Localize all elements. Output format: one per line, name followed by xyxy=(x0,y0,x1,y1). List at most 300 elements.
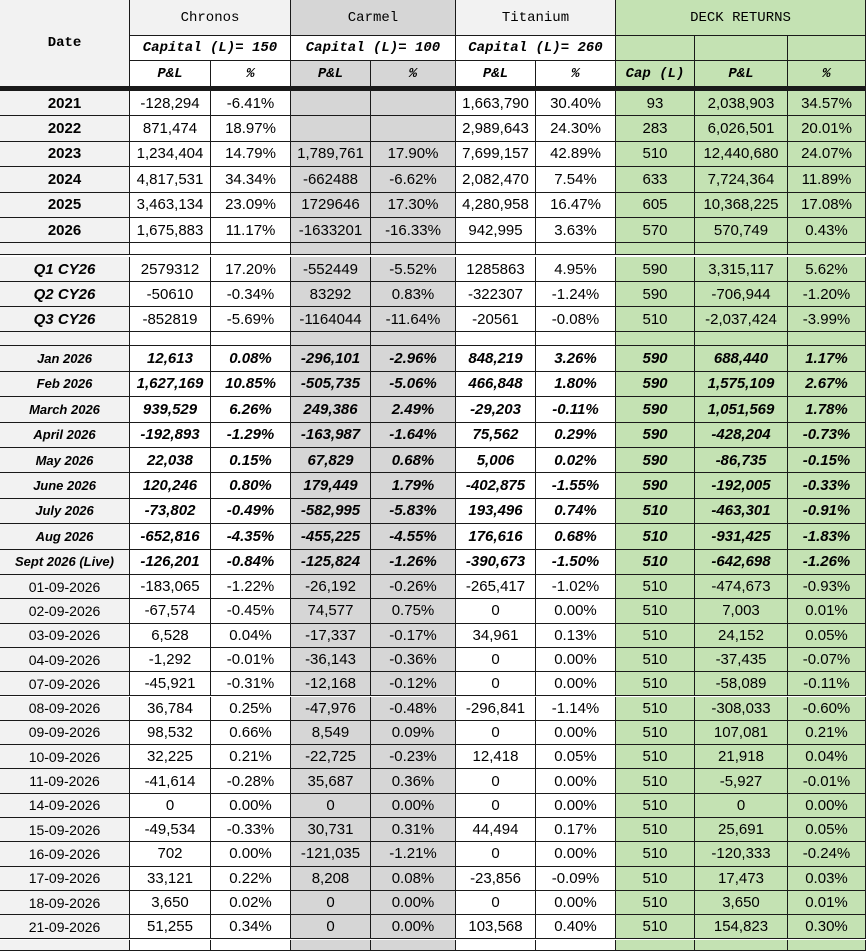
cell-deck-cap[interactable]: 510 xyxy=(616,648,695,672)
cell-carmel-pct[interactable]: -1.26% xyxy=(371,550,456,575)
separator-cell[interactable] xyxy=(130,332,211,346)
cell-carmel-pl[interactable] xyxy=(291,116,371,141)
cell-deck-pct[interactable]: 0.01% xyxy=(788,599,866,623)
cell-carmel-pl[interactable]: 8,208 xyxy=(291,867,371,891)
cell-deck-pl[interactable]: -931,425 xyxy=(695,524,788,549)
cell-chronos-pct[interactable]: -0.28% xyxy=(211,769,291,793)
cell-carmel-pl[interactable]: -26,192 xyxy=(291,575,371,599)
cell-titanium-pl[interactable]: 0 xyxy=(456,842,536,866)
cell-carmel-pl[interactable]: 0 xyxy=(291,794,371,818)
cell-chronos-pct[interactable]: -0.45% xyxy=(211,599,291,623)
separator-cell[interactable] xyxy=(616,940,695,951)
cell-chronos-pct[interactable]: -4.35% xyxy=(211,524,291,549)
cell-chronos-pl[interactable]: 939,529 xyxy=(130,397,211,422)
cell-carmel-pl[interactable]: -505,735 xyxy=(291,372,371,397)
cell-deck-pl[interactable]: -86,735 xyxy=(695,448,788,473)
cell-chronos-pct[interactable]: 10.85% xyxy=(211,372,291,397)
cell-date[interactable]: 08-09-2026 xyxy=(0,697,130,721)
pl-subheader[interactable]: P&L xyxy=(291,61,371,87)
separator-cell[interactable] xyxy=(371,243,456,255)
cell-titanium-pl[interactable]: 1285863 xyxy=(456,257,536,282)
cell-carmel-pl[interactable]: 74,577 xyxy=(291,599,371,623)
pct-subheader[interactable]: % xyxy=(371,61,456,87)
cell-chronos-pl[interactable]: 6,528 xyxy=(130,624,211,648)
cell-deck-cap[interactable]: 633 xyxy=(616,167,695,192)
cell-deck-pct[interactable]: 20.01% xyxy=(788,116,866,141)
cell-deck-pct[interactable]: 0.30% xyxy=(788,915,866,939)
cell-carmel-pl[interactable]: 249,386 xyxy=(291,397,371,422)
cell-deck-pl[interactable]: -192,005 xyxy=(695,473,788,498)
cell-date[interactable]: 17-09-2026 xyxy=(0,867,130,891)
cell-carmel-pl[interactable]: 0 xyxy=(291,891,371,915)
cell-titanium-pl[interactable]: 1,663,790 xyxy=(456,91,536,116)
cell-deck-cap[interactable]: 510 xyxy=(616,842,695,866)
cell-chronos-pl[interactable]: -183,065 xyxy=(130,575,211,599)
cell-carmel-pct[interactable]: -5.83% xyxy=(371,499,456,524)
cell-date[interactable]: 04-09-2026 xyxy=(0,648,130,672)
separator-cell[interactable] xyxy=(456,332,536,346)
separator-cell[interactable] xyxy=(695,332,788,346)
cell-deck-pl[interactable]: 2,038,903 xyxy=(695,91,788,116)
cell-titanium-pl[interactable]: -322307 xyxy=(456,282,536,307)
cell-deck-cap[interactable]: 510 xyxy=(616,599,695,623)
cell-carmel-pct[interactable]: 0.00% xyxy=(371,915,456,939)
cell-chronos-pct[interactable]: 0.80% xyxy=(211,473,291,498)
cell-deck-pct[interactable]: 1.17% xyxy=(788,346,866,371)
cell-carmel-pl[interactable]: 83292 xyxy=(291,282,371,307)
cell-date[interactable]: April 2026 xyxy=(0,423,130,448)
cell-titanium-pct[interactable]: 0.00% xyxy=(536,769,616,793)
cell-deck-pct[interactable]: -0.24% xyxy=(788,842,866,866)
separator-cell[interactable] xyxy=(0,940,130,951)
cell-chronos-pl[interactable]: -852819 xyxy=(130,307,211,332)
cell-titanium-pl[interactable]: 942,995 xyxy=(456,218,536,243)
cell-deck-cap[interactable]: 93 xyxy=(616,91,695,116)
cell-titanium-pl[interactable]: 0 xyxy=(456,648,536,672)
cell-titanium-pl[interactable]: 466,848 xyxy=(456,372,536,397)
cell-chronos-pl[interactable]: 33,121 xyxy=(130,867,211,891)
cell-date[interactable]: 2022 xyxy=(0,116,130,141)
cell-titanium-pl[interactable]: 0 xyxy=(456,769,536,793)
cell-carmel-pct[interactable] xyxy=(371,116,456,141)
deck-blank-cell[interactable] xyxy=(695,36,788,61)
cell-carmel-pl[interactable]: 0 xyxy=(291,915,371,939)
cell-deck-pl[interactable]: -642,698 xyxy=(695,550,788,575)
cell-titanium-pl[interactable]: 0 xyxy=(456,891,536,915)
cell-deck-cap[interactable]: 510 xyxy=(616,575,695,599)
cell-deck-pct[interactable]: 5.62% xyxy=(788,257,866,282)
cell-date[interactable]: 07-09-2026 xyxy=(0,672,130,696)
deck-returns-header[interactable]: DECK RETURNS xyxy=(616,0,866,36)
cell-titanium-pct[interactable]: 0.00% xyxy=(536,794,616,818)
cell-deck-cap[interactable]: 510 xyxy=(616,721,695,745)
cell-titanium-pl[interactable]: -390,673 xyxy=(456,550,536,575)
cell-date[interactable]: June 2026 xyxy=(0,473,130,498)
cell-deck-cap[interactable]: 510 xyxy=(616,550,695,575)
cell-carmel-pl[interactable]: -1633201 xyxy=(291,218,371,243)
cell-deck-pct[interactable]: -0.91% xyxy=(788,499,866,524)
pl-subheader[interactable]: P&L xyxy=(456,61,536,87)
cell-deck-cap[interactable]: 510 xyxy=(616,769,695,793)
cell-deck-pct[interactable]: 0.43% xyxy=(788,218,866,243)
cell-deck-pct[interactable]: 2.67% xyxy=(788,372,866,397)
cell-deck-pl[interactable]: 107,081 xyxy=(695,721,788,745)
cell-carmel-pct[interactable]: 0.00% xyxy=(371,794,456,818)
cell-carmel-pl[interactable] xyxy=(291,91,371,116)
cell-deck-pct[interactable]: 0.04% xyxy=(788,745,866,769)
cell-chronos-pct[interactable]: -0.84% xyxy=(211,550,291,575)
cell-deck-pct[interactable]: 0.05% xyxy=(788,818,866,842)
cell-carmel-pct[interactable]: 2.49% xyxy=(371,397,456,422)
cell-chronos-pct[interactable]: 34.34% xyxy=(211,167,291,192)
cell-deck-cap[interactable]: 510 xyxy=(616,672,695,696)
cell-deck-cap[interactable]: 590 xyxy=(616,372,695,397)
cell-titanium-pct[interactable]: 0.17% xyxy=(536,818,616,842)
cell-chronos-pct[interactable]: -0.49% xyxy=(211,499,291,524)
cell-deck-pl[interactable]: 17,473 xyxy=(695,867,788,891)
cell-deck-pct[interactable]: -0.01% xyxy=(788,769,866,793)
cell-titanium-pct[interactable]: -0.09% xyxy=(536,867,616,891)
cell-deck-pct[interactable]: 17.08% xyxy=(788,193,866,218)
cell-carmel-pl[interactable]: 1729646 xyxy=(291,193,371,218)
cell-chronos-pl[interactable]: 3,463,134 xyxy=(130,193,211,218)
cell-date[interactable]: March 2026 xyxy=(0,397,130,422)
capital-label-carmel[interactable]: Capital (L)= 100 xyxy=(291,36,456,61)
cell-chronos-pl[interactable]: 702 xyxy=(130,842,211,866)
cell-chronos-pct[interactable]: -6.41% xyxy=(211,91,291,116)
cell-chronos-pl[interactable]: 3,650 xyxy=(130,891,211,915)
separator-cell[interactable] xyxy=(616,332,695,346)
cell-chronos-pl[interactable]: 98,532 xyxy=(130,721,211,745)
cell-deck-pl[interactable]: -474,673 xyxy=(695,575,788,599)
cell-titanium-pct[interactable]: -0.11% xyxy=(536,397,616,422)
cell-titanium-pct[interactable]: 0.74% xyxy=(536,499,616,524)
cell-chronos-pl[interactable]: -45,921 xyxy=(130,672,211,696)
cell-chronos-pl[interactable]: 51,255 xyxy=(130,915,211,939)
cell-chronos-pl[interactable]: 12,613 xyxy=(130,346,211,371)
separator-cell[interactable] xyxy=(130,243,211,255)
cell-deck-pct[interactable]: 34.57% xyxy=(788,91,866,116)
capital-label-titanium[interactable]: Capital (L)= 260 xyxy=(456,36,616,61)
cell-deck-cap[interactable]: 510 xyxy=(616,818,695,842)
cell-chronos-pl[interactable]: -67,574 xyxy=(130,599,211,623)
separator-cell[interactable] xyxy=(695,243,788,255)
cell-deck-cap[interactable]: 510 xyxy=(616,745,695,769)
cell-date[interactable]: 10-09-2026 xyxy=(0,745,130,769)
cell-carmel-pl[interactable]: 1,789,761 xyxy=(291,142,371,167)
cell-deck-pct[interactable]: -3.99% xyxy=(788,307,866,332)
cell-carmel-pl[interactable]: -552449 xyxy=(291,257,371,282)
cell-titanium-pct[interactable]: 16.47% xyxy=(536,193,616,218)
separator-cell[interactable] xyxy=(788,243,866,255)
cell-chronos-pct[interactable]: 0.00% xyxy=(211,842,291,866)
cell-deck-cap[interactable]: 605 xyxy=(616,193,695,218)
cell-date[interactable]: 21-09-2026 xyxy=(0,915,130,939)
cell-chronos-pct[interactable]: 0.15% xyxy=(211,448,291,473)
cell-carmel-pct[interactable]: 17.30% xyxy=(371,193,456,218)
cell-deck-pl[interactable]: 25,691 xyxy=(695,818,788,842)
cell-deck-pl[interactable]: 570,749 xyxy=(695,218,788,243)
cell-deck-pl[interactable]: 1,575,109 xyxy=(695,372,788,397)
group-header-chronos[interactable]: Chronos xyxy=(130,0,291,36)
cell-chronos-pl[interactable]: -49,534 xyxy=(130,818,211,842)
cell-carmel-pct[interactable]: 0.08% xyxy=(371,867,456,891)
cell-carmel-pct[interactable]: -0.36% xyxy=(371,648,456,672)
cell-deck-pct[interactable]: 24.07% xyxy=(788,142,866,167)
separator-cell[interactable] xyxy=(788,940,866,951)
cell-titanium-pct[interactable]: -1.55% xyxy=(536,473,616,498)
cell-carmel-pct[interactable]: -0.26% xyxy=(371,575,456,599)
cell-titanium-pl[interactable]: 75,562 xyxy=(456,423,536,448)
deck-pct-subheader[interactable]: % xyxy=(788,61,866,87)
cell-deck-cap[interactable]: 510 xyxy=(616,307,695,332)
cell-carmel-pct[interactable]: -2.96% xyxy=(371,346,456,371)
cell-chronos-pl[interactable]: -126,201 xyxy=(130,550,211,575)
cell-carmel-pl[interactable]: 35,687 xyxy=(291,769,371,793)
cell-chronos-pct[interactable]: 0.02% xyxy=(211,891,291,915)
cell-deck-cap[interactable]: 510 xyxy=(616,915,695,939)
separator-cell[interactable] xyxy=(0,332,130,346)
cell-titanium-pct[interactable]: 7.54% xyxy=(536,167,616,192)
cell-titanium-pl[interactable]: 176,616 xyxy=(456,524,536,549)
cell-deck-cap[interactable]: 510 xyxy=(616,142,695,167)
deck-pl-subheader[interactable]: P&L xyxy=(695,61,788,87)
cell-titanium-pct[interactable]: 30.40% xyxy=(536,91,616,116)
deck-blank-cell[interactable] xyxy=(788,36,866,61)
cell-titanium-pct[interactable]: 0.00% xyxy=(536,842,616,866)
cell-deck-cap[interactable]: 590 xyxy=(616,423,695,448)
cell-chronos-pl[interactable]: 120,246 xyxy=(130,473,211,498)
group-header-carmel[interactable]: Carmel xyxy=(291,0,456,36)
cell-chronos-pct[interactable]: -1.29% xyxy=(211,423,291,448)
separator-cell[interactable] xyxy=(291,243,371,255)
cell-date[interactable]: 02-09-2026 xyxy=(0,599,130,623)
cell-carmel-pl[interactable]: -455,225 xyxy=(291,524,371,549)
cell-titanium-pct[interactable]: 0.00% xyxy=(536,599,616,623)
deck-cap-subheader[interactable]: Cap (L) xyxy=(616,61,695,87)
cell-deck-pl[interactable]: -2,037,424 xyxy=(695,307,788,332)
cell-titanium-pct[interactable]: -1.02% xyxy=(536,575,616,599)
group-header-titanium[interactable]: Titanium xyxy=(456,0,616,36)
cell-date[interactable]: 2024 xyxy=(0,167,130,192)
cell-chronos-pl[interactable]: -1,292 xyxy=(130,648,211,672)
cell-deck-cap[interactable]: 510 xyxy=(616,697,695,721)
cell-deck-pl[interactable]: 3,315,117 xyxy=(695,257,788,282)
cell-chronos-pct[interactable]: 18.97% xyxy=(211,116,291,141)
cell-chronos-pl[interactable]: 1,627,169 xyxy=(130,372,211,397)
pct-subheader[interactable]: % xyxy=(211,61,291,87)
cell-date[interactable]: Q3 CY26 xyxy=(0,307,130,332)
cell-titanium-pl[interactable]: 0 xyxy=(456,599,536,623)
cell-date[interactable]: July 2026 xyxy=(0,499,130,524)
cell-titanium-pl[interactable]: 848,219 xyxy=(456,346,536,371)
pct-subheader[interactable]: % xyxy=(536,61,616,87)
cell-deck-pl[interactable]: 0 xyxy=(695,794,788,818)
cell-titanium-pl[interactable]: 103,568 xyxy=(456,915,536,939)
cell-carmel-pct[interactable]: -1.64% xyxy=(371,423,456,448)
cell-deck-pct[interactable]: -1.83% xyxy=(788,524,866,549)
cell-deck-pl[interactable]: 21,918 xyxy=(695,745,788,769)
separator-cell[interactable] xyxy=(456,940,536,951)
cell-deck-pct[interactable]: -1.20% xyxy=(788,282,866,307)
cell-chronos-pl[interactable]: 871,474 xyxy=(130,116,211,141)
cell-deck-pl[interactable]: -5,927 xyxy=(695,769,788,793)
cell-date[interactable]: 16-09-2026 xyxy=(0,842,130,866)
cell-carmel-pct[interactable]: -16.33% xyxy=(371,218,456,243)
cell-titanium-pct[interactable]: 42.89% xyxy=(536,142,616,167)
cell-deck-cap[interactable]: 510 xyxy=(616,624,695,648)
cell-carmel-pct[interactable]: -5.06% xyxy=(371,372,456,397)
cell-deck-pct[interactable]: -0.11% xyxy=(788,672,866,696)
cell-date[interactable]: 09-09-2026 xyxy=(0,721,130,745)
cell-deck-pl[interactable]: 6,026,501 xyxy=(695,116,788,141)
cell-chronos-pl[interactable]: -41,614 xyxy=(130,769,211,793)
separator-cell[interactable] xyxy=(371,940,456,951)
cell-deck-pct[interactable]: 0.03% xyxy=(788,867,866,891)
cell-titanium-pct[interactable]: 0.00% xyxy=(536,672,616,696)
cell-carmel-pct[interactable]: -0.23% xyxy=(371,745,456,769)
cell-chronos-pct[interactable]: 0.08% xyxy=(211,346,291,371)
cell-chronos-pct[interactable]: 0.04% xyxy=(211,624,291,648)
cell-chronos-pct[interactable]: 0.00% xyxy=(211,794,291,818)
cell-deck-pl[interactable]: 688,440 xyxy=(695,346,788,371)
cell-deck-pl[interactable]: 3,650 xyxy=(695,891,788,915)
cell-carmel-pct[interactable]: 1.79% xyxy=(371,473,456,498)
cell-titanium-pl[interactable]: 193,496 xyxy=(456,499,536,524)
cell-date[interactable]: 14-09-2026 xyxy=(0,794,130,818)
cell-titanium-pl[interactable]: 34,961 xyxy=(456,624,536,648)
cell-chronos-pl[interactable]: 32,225 xyxy=(130,745,211,769)
cell-titanium-pl[interactable]: -29,203 xyxy=(456,397,536,422)
cell-carmel-pct[interactable]: -0.17% xyxy=(371,624,456,648)
cell-chronos-pct[interactable]: 0.21% xyxy=(211,745,291,769)
cell-carmel-pct[interactable]: -6.62% xyxy=(371,167,456,192)
cell-deck-pl[interactable]: 7,003 xyxy=(695,599,788,623)
cell-carmel-pct[interactable]: 0.68% xyxy=(371,448,456,473)
cell-date[interactable]: 15-09-2026 xyxy=(0,818,130,842)
cell-carmel-pct[interactable]: -4.55% xyxy=(371,524,456,549)
pl-subheader[interactable]: P&L xyxy=(130,61,211,87)
cell-titanium-pl[interactable]: 7,699,157 xyxy=(456,142,536,167)
cell-deck-cap[interactable]: 590 xyxy=(616,282,695,307)
cell-date[interactable]: 03-09-2026 xyxy=(0,624,130,648)
cell-chronos-pl[interactable]: 0 xyxy=(130,794,211,818)
cell-titanium-pl[interactable]: 0 xyxy=(456,672,536,696)
cell-deck-pl[interactable]: -37,435 xyxy=(695,648,788,672)
cell-titanium-pl[interactable]: -23,856 xyxy=(456,867,536,891)
cell-deck-cap[interactable]: 510 xyxy=(616,499,695,524)
cell-carmel-pct[interactable]: -5.52% xyxy=(371,257,456,282)
cell-titanium-pl[interactable]: 2,082,470 xyxy=(456,167,536,192)
cell-deck-cap[interactable]: 510 xyxy=(616,891,695,915)
cell-carmel-pl[interactable]: 30,731 xyxy=(291,818,371,842)
cell-carmel-pl[interactable]: -125,824 xyxy=(291,550,371,575)
cell-carmel-pct[interactable]: -11.64% xyxy=(371,307,456,332)
cell-carmel-pct[interactable]: 0.31% xyxy=(371,818,456,842)
cell-carmel-pl[interactable]: 67,829 xyxy=(291,448,371,473)
cell-deck-cap[interactable]: 590 xyxy=(616,346,695,371)
cell-chronos-pct[interactable]: 17.20% xyxy=(211,257,291,282)
cell-titanium-pct[interactable]: 0.68% xyxy=(536,524,616,549)
cell-titanium-pct[interactable]: 0.02% xyxy=(536,448,616,473)
cell-deck-pct[interactable]: 0.00% xyxy=(788,794,866,818)
cell-titanium-pl[interactable]: 0 xyxy=(456,721,536,745)
cell-chronos-pl[interactable]: -73,802 xyxy=(130,499,211,524)
cell-chronos-pl[interactable]: 4,817,531 xyxy=(130,167,211,192)
cell-titanium-pl[interactable]: -20561 xyxy=(456,307,536,332)
separator-cell[interactable] xyxy=(536,332,616,346)
cell-carmel-pl[interactable]: -121,035 xyxy=(291,842,371,866)
separator-cell[interactable] xyxy=(211,940,291,951)
cell-date[interactable]: Q1 CY26 xyxy=(0,257,130,282)
cell-titanium-pl[interactable]: 2,989,643 xyxy=(456,116,536,141)
cell-chronos-pl[interactable]: 2579312 xyxy=(130,257,211,282)
cell-titanium-pct[interactable]: 0.00% xyxy=(536,648,616,672)
cell-titanium-pct[interactable]: -1.24% xyxy=(536,282,616,307)
cell-deck-pl[interactable]: -463,301 xyxy=(695,499,788,524)
cell-deck-pct[interactable]: -0.07% xyxy=(788,648,866,672)
separator-cell[interactable] xyxy=(291,332,371,346)
cell-carmel-pct[interactable]: 0.83% xyxy=(371,282,456,307)
cell-chronos-pl[interactable]: -652,816 xyxy=(130,524,211,549)
cell-carmel-pct[interactable]: -1.21% xyxy=(371,842,456,866)
cell-date[interactable]: 2021 xyxy=(0,91,130,116)
cell-deck-cap[interactable]: 510 xyxy=(616,794,695,818)
cell-date[interactable]: 2025 xyxy=(0,193,130,218)
cell-deck-cap[interactable]: 590 xyxy=(616,257,695,282)
separator-cell[interactable] xyxy=(616,243,695,255)
cell-deck-pct[interactable]: 0.05% xyxy=(788,624,866,648)
cell-chronos-pct[interactable]: 6.26% xyxy=(211,397,291,422)
cell-chronos-pct[interactable]: -0.33% xyxy=(211,818,291,842)
cell-carmel-pl[interactable]: 179,449 xyxy=(291,473,371,498)
cell-deck-pl[interactable]: 12,440,680 xyxy=(695,142,788,167)
separator-cell[interactable] xyxy=(536,940,616,951)
cell-date[interactable]: 2023 xyxy=(0,142,130,167)
cell-chronos-pct[interactable]: -0.34% xyxy=(211,282,291,307)
cell-titanium-pl[interactable]: -402,875 xyxy=(456,473,536,498)
cell-carmel-pl[interactable]: -662488 xyxy=(291,167,371,192)
cell-titanium-pct[interactable]: 3.63% xyxy=(536,218,616,243)
cell-deck-cap[interactable]: 283 xyxy=(616,116,695,141)
cell-titanium-pl[interactable]: -265,417 xyxy=(456,575,536,599)
cell-deck-pl[interactable]: 24,152 xyxy=(695,624,788,648)
cell-titanium-pct[interactable]: -1.50% xyxy=(536,550,616,575)
cell-carmel-pct[interactable] xyxy=(371,91,456,116)
cell-chronos-pct[interactable]: -1.22% xyxy=(211,575,291,599)
cell-carmel-pl[interactable]: -296,101 xyxy=(291,346,371,371)
cell-chronos-pct[interactable]: -0.31% xyxy=(211,672,291,696)
cell-titanium-pct[interactable]: 24.30% xyxy=(536,116,616,141)
cell-chronos-pl[interactable]: 1,675,883 xyxy=(130,218,211,243)
cell-deck-pct[interactable]: -0.93% xyxy=(788,575,866,599)
cell-carmel-pl[interactable]: -36,143 xyxy=(291,648,371,672)
cell-titanium-pct[interactable]: -1.14% xyxy=(536,697,616,721)
cell-deck-pct[interactable]: -0.33% xyxy=(788,473,866,498)
cell-chronos-pct[interactable]: -5.69% xyxy=(211,307,291,332)
cell-titanium-pct[interactable]: 0.00% xyxy=(536,721,616,745)
cell-carmel-pct[interactable]: -0.48% xyxy=(371,697,456,721)
cell-deck-pl[interactable]: 1,051,569 xyxy=(695,397,788,422)
cell-date[interactable]: May 2026 xyxy=(0,448,130,473)
cell-carmel-pl[interactable]: -12,168 xyxy=(291,672,371,696)
cell-date[interactable]: 01-09-2026 xyxy=(0,575,130,599)
separator-cell[interactable] xyxy=(788,332,866,346)
cell-carmel-pct[interactable]: -0.12% xyxy=(371,672,456,696)
cell-date[interactable]: 18-09-2026 xyxy=(0,891,130,915)
separator-cell[interactable] xyxy=(371,332,456,346)
cell-carmel-pct[interactable]: 17.90% xyxy=(371,142,456,167)
